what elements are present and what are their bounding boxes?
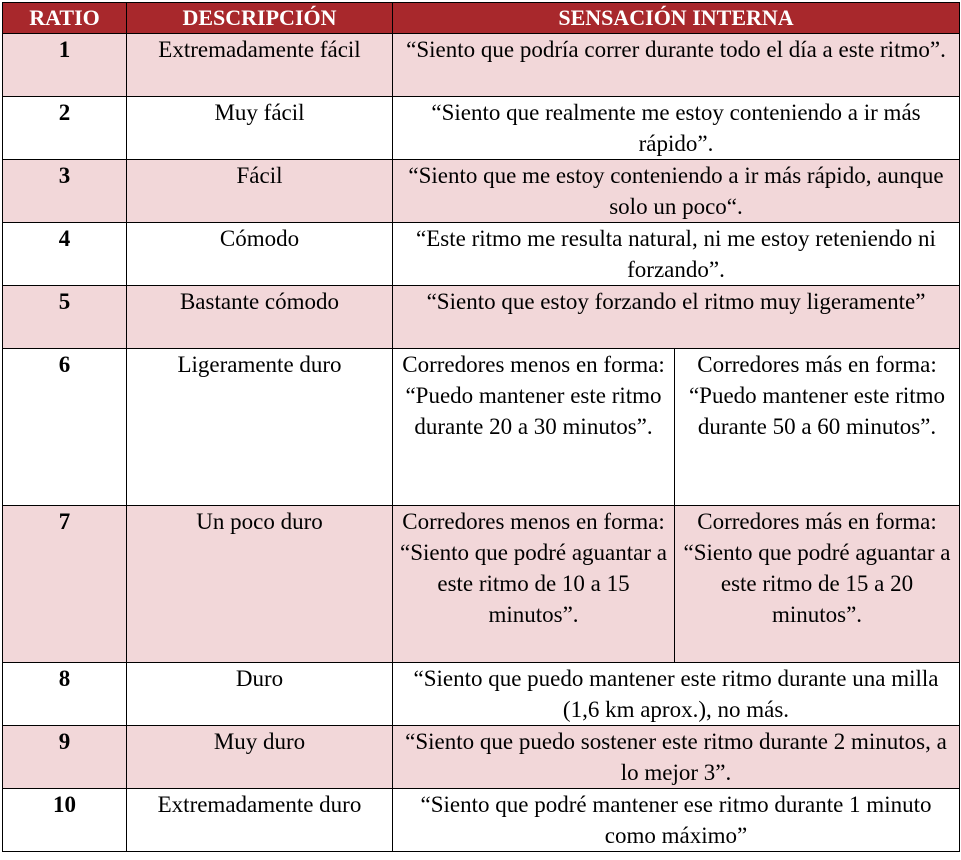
ratio-cell: 3 bbox=[3, 160, 127, 223]
sensation-cell: “Siento que podría correr durante todo el día a este ritmo”. bbox=[393, 34, 960, 97]
header-row bbox=[3, 3, 960, 34]
ratio-cell: 8 bbox=[3, 663, 127, 726]
sensation-less-fit-cell: Corredores menos en forma: “Puedo mantener este ritmo durante 20 a 30 minutos”. bbox=[393, 349, 675, 506]
header-ratio: RATIO bbox=[3, 3, 127, 34]
description-cell: Un poco duro bbox=[127, 506, 393, 663]
ratio-cell: 10 bbox=[3, 789, 127, 852]
sensation-cell: “Siento que puedo mantener este ritmo durante una milla (1,6 km aprox.), no más. bbox=[393, 663, 960, 726]
table-row bbox=[3, 286, 960, 349]
sensation-cell: “Siento que podré mantener ese ritmo durante 1 minuto como máximo” bbox=[393, 789, 960, 852]
ratio-cell: 9 bbox=[3, 726, 127, 789]
ratio-cell: 7 bbox=[3, 506, 127, 663]
table-row bbox=[3, 726, 960, 789]
description-cell: Bastante cómodo bbox=[127, 286, 393, 349]
description-cell: Fácil bbox=[127, 160, 393, 223]
table-row bbox=[3, 223, 960, 286]
sensation-cell: “Este ritmo me resulta natural, ni me estoy reteniendo ni forzando”. bbox=[393, 223, 960, 286]
description-cell: Duro bbox=[127, 663, 393, 726]
description-cell: Muy fácil bbox=[127, 97, 393, 160]
description-cell: Muy duro bbox=[127, 726, 393, 789]
ratio-cell: 5 bbox=[3, 286, 127, 349]
effort-scale-table bbox=[2, 2, 960, 852]
sensation-cell: “Siento que me estoy conteniendo a ir más rápido, aunque solo un poco“. bbox=[393, 160, 960, 223]
ratio-cell: 6 bbox=[3, 349, 127, 506]
table-row bbox=[3, 160, 960, 223]
header-sensation: SENSACIÓN INTERNA bbox=[393, 3, 960, 34]
sensation-cell: “Siento que realmente me estoy conteniendo a ir más rápido”. bbox=[393, 97, 960, 160]
sensation-more-fit-cell: Corredores más en forma: “Siento que podré aguantar a este ritmo de 15 a 20 minutos”. bbox=[675, 506, 960, 663]
description-cell: Extremadamente fácil bbox=[127, 34, 393, 97]
sensation-cell: “Siento que puedo sostener este ritmo durante 2 minutos, a lo mejor 3”. bbox=[393, 726, 960, 789]
table-row bbox=[3, 789, 960, 852]
ratio-cell: 1 bbox=[3, 34, 127, 97]
ratio-cell: 2 bbox=[3, 97, 127, 160]
header-description: DESCRIPCIÓN bbox=[127, 3, 393, 34]
sensation-more-fit-cell: Corredores más en forma: “Puedo mantener este ritmo durante 50 a 60 minutos”. bbox=[675, 349, 960, 506]
description-cell: Cómodo bbox=[127, 223, 393, 286]
table-row bbox=[3, 506, 960, 663]
ratio-cell: 4 bbox=[3, 223, 127, 286]
description-cell: Ligeramente duro bbox=[127, 349, 393, 506]
sensation-cell: “Siento que estoy forzando el ritmo muy ligeramente” bbox=[393, 286, 960, 349]
table-row bbox=[3, 349, 960, 506]
table-row bbox=[3, 34, 960, 97]
table-row bbox=[3, 97, 960, 160]
sensation-less-fit-cell: Corredores menos en forma: “Siento que podré aguantar a este ritmo de 10 a 15 minutos”. bbox=[393, 506, 675, 663]
description-cell: Extremadamente duro bbox=[127, 789, 393, 852]
table-row bbox=[3, 663, 960, 726]
